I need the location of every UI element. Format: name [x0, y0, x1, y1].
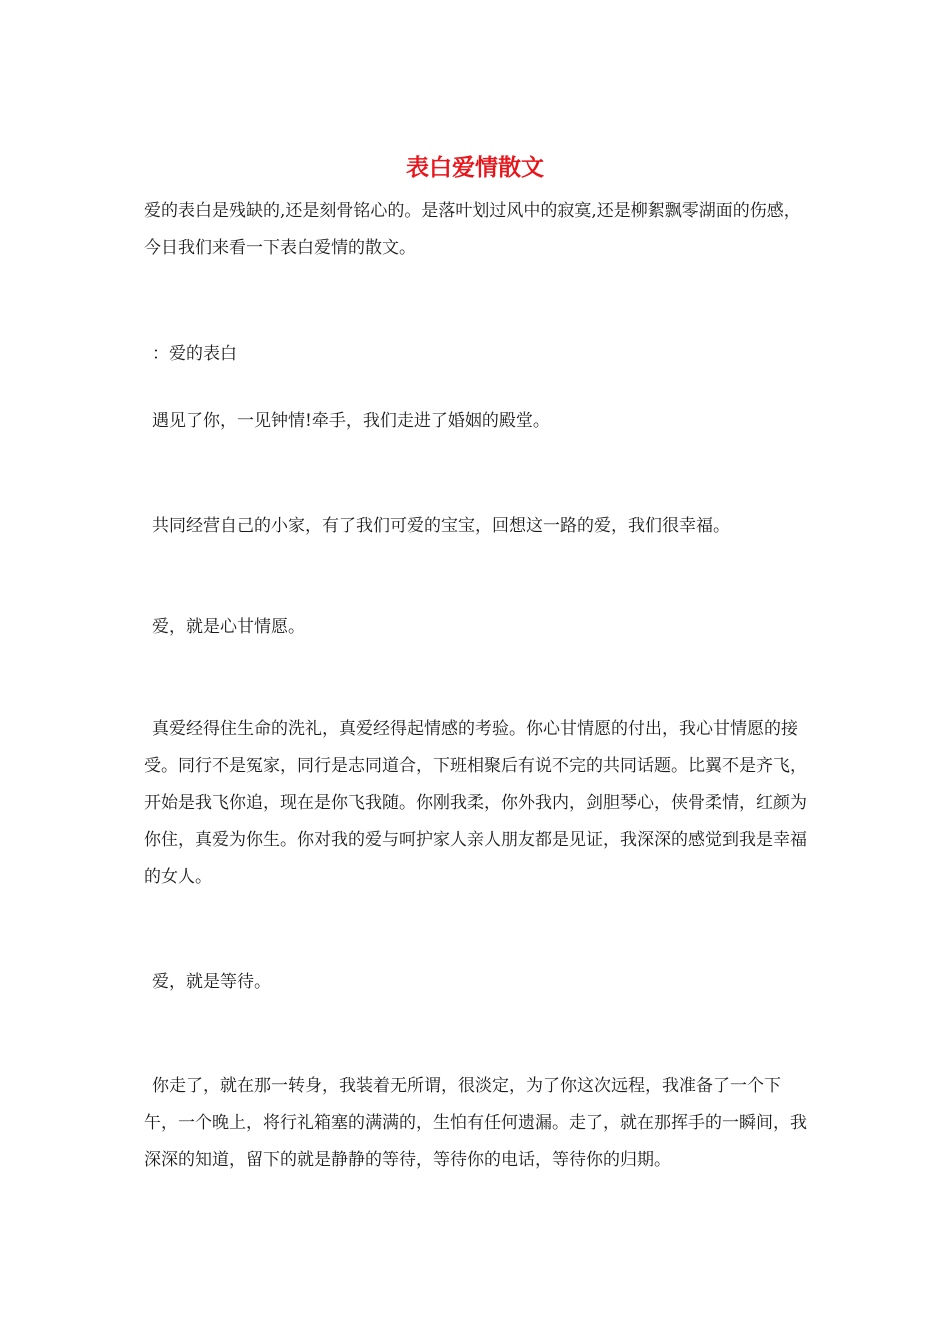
intro-paragraph: 爱的表白是残缺的,还是刻骨铭心的。是落叶划过风中的寂寞,还是柳絮飘零湖面的伤感，今日我们来看一下表白爱情的散文。: [144, 201, 801, 258]
paragraph-2: 共同经营自己的小家，有了我们可爱的宝宝，回想这一路的爱，我们很幸福。: [152, 516, 730, 536]
paragraph-5: 爱，就是等待。: [152, 972, 271, 992]
paragraph-3: 爱，就是心甘情愿。: [152, 617, 305, 637]
section-heading: ：爱的表白: [152, 344, 237, 364]
paragraph-1: 遇见了你，一见钟情!牵手，我们走进了婚姻的殿堂。: [152, 411, 550, 431]
paragraph-4: 真爱经得住生命的洗礼，真爱经得起情感的考验。你心甘情愿的付出，我心甘情愿的接受。同行不是冤家，同行是志同道合，下班相聚后有说不完的共同话题。比翼不是齐飞，开始是我飞你追，现在是你飞我随。你刚我柔，你外我内，剑胆琴心，侠骨柔情，红颜为你住，真爱为你生。你对我的爱与呵护家人亲人朋友都是见证，我深深的感觉到我是幸福的女人。: [144, 719, 807, 887]
document-title: 表白爱情散文: [406, 154, 544, 181]
paragraph-6: 你走了，就在那一转身，我装着无所谓，很淡定，为了你这次远程，我准备了一个下午，一个晚上，将行礼箱塞的满满的，生怕有任何遗漏。走了，就在那挥手的一瞬间，我深深的知道，留下的就是静静的等待，等待你的电话，等待你的归期。: [144, 1076, 807, 1170]
